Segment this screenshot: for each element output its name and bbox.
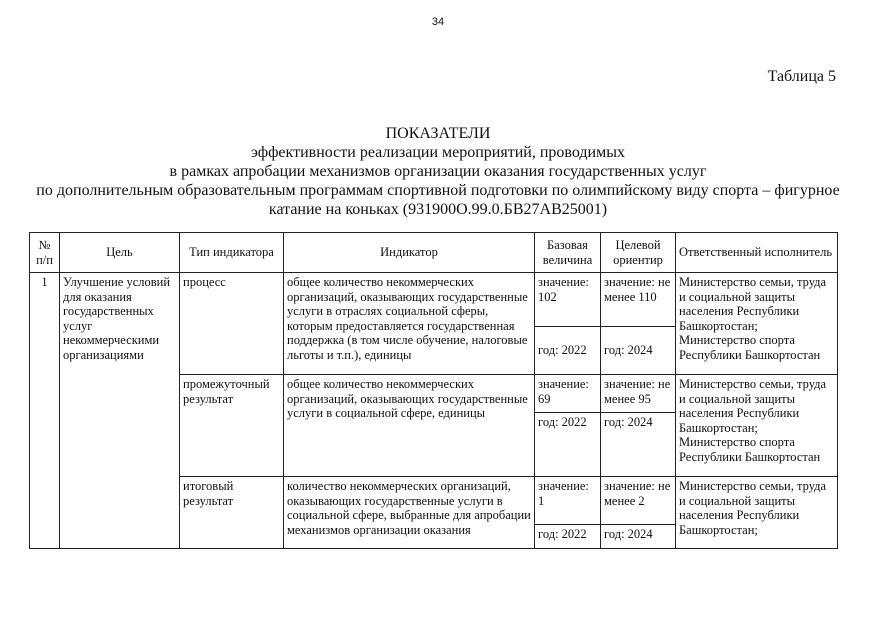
page-number: 34	[431, 16, 445, 28]
target-year: год: 2024	[601, 525, 676, 549]
indicator-type: промежуточный результат	[180, 375, 284, 477]
indicators-table	[29, 232, 838, 549]
indicator-text: общее количество некоммерческих организаций, оказывающих государственные услуги в отраслях социальной сферы, которым предоставляется государственная поддержка (в том числе обучение, налоговые льготы и т.п.), единицы	[284, 273, 535, 375]
title-line-4: по дополнительным образовательным программам спортивной подготовки по олимпийскому виду спорта – фигурное	[36, 182, 840, 199]
indicator-type: процесс	[180, 273, 284, 375]
target-value: значение: не менее 110	[601, 273, 676, 327]
header-target: Целевой ориентир	[601, 233, 676, 273]
title-line-2: эффективности реализации мероприятий, проводимых	[251, 144, 625, 161]
base-value: значение: 69	[535, 375, 601, 413]
title-line-5: катание на коньках (931900О.99.0.БВ27АВ25001)	[268, 201, 608, 218]
header-type: Тип индикатора	[180, 233, 284, 273]
goal-cell: Улучшение условий для оказания государственных услуг некоммерческими организациями	[60, 273, 180, 549]
header-responsible: Ответственный исполнитель	[676, 233, 838, 273]
base-value: значение: 1	[535, 477, 601, 525]
responsible-cell: Министерство семьи, труда и социальной защиты населения Республики Башкортостан; Министерство спорта Республики Башкортостан	[676, 375, 838, 477]
target-year: год: 2024	[601, 327, 676, 375]
header-goal: Цель	[60, 233, 180, 273]
indicator-text: количество некоммерческих организаций, оказывающих государственные услуги в социальной сфере, выбранные для апробации механизмов организации оказания	[284, 477, 535, 549]
title-line-3: в рамках апробации механизмов организации оказания государственных услуг	[169, 163, 707, 180]
table-row	[30, 273, 838, 327]
title-line-1: ПОКАЗАТЕЛИ	[385, 125, 491, 142]
header-base: Базовая величина	[535, 233, 601, 273]
indicator-type: итоговый результат	[180, 477, 284, 549]
base-value: значение: 102	[535, 273, 601, 327]
header-indicator: Индикатор	[284, 233, 535, 273]
responsible-cell: Министерство семьи, труда и социальной защиты населения Республики Башкортостан;	[676, 477, 838, 549]
target-value: значение: не менее 2	[601, 477, 676, 525]
target-year: год: 2024	[601, 413, 676, 477]
target-value: значение: не менее 95	[601, 375, 676, 413]
base-year: год: 2022	[535, 413, 601, 477]
table-title	[0, 124, 876, 219]
indicator-text: общее количество некоммерческих организаций, оказывающих государственные услуги в социальной сфере, единицы	[284, 375, 535, 477]
base-year: год: 2022	[535, 525, 601, 549]
table-caption: Таблица 5	[767, 68, 836, 85]
responsible-cell: Министерство семьи, труда и социальной защиты населения Республики Башкортостан; Министерство спорта Республики Башкортостан	[676, 273, 838, 375]
row-number: 1	[30, 273, 60, 549]
header-num: № п/п	[30, 233, 60, 273]
base-year: год: 2022	[535, 327, 601, 375]
table-header-row	[30, 233, 838, 273]
